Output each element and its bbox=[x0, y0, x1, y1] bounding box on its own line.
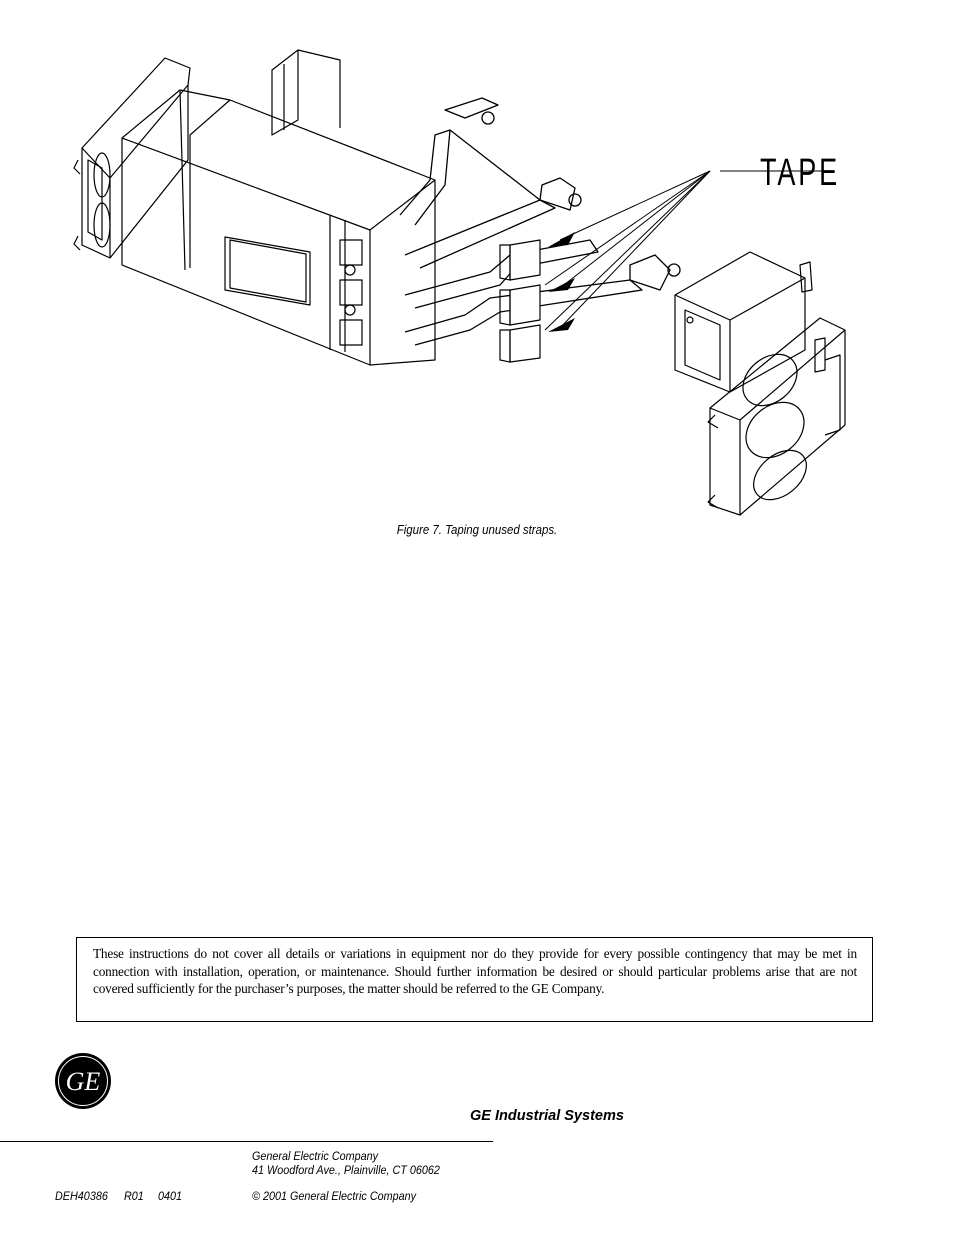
tape-callout-label: TAPE bbox=[760, 152, 840, 194]
document-date-code: 0401 bbox=[158, 1189, 183, 1203]
company-name: General Electric Company bbox=[252, 1149, 379, 1163]
left-mounting-bracket bbox=[74, 58, 190, 258]
ge-logo-icon bbox=[54, 1052, 112, 1110]
company-address: 41 Woodford Ave., Plainville, CT 06062 bbox=[252, 1163, 440, 1177]
brand-name: GE Industrial Systems bbox=[470, 1108, 624, 1124]
right-mounting-bracket bbox=[708, 318, 845, 515]
rear-channel bbox=[272, 50, 340, 135]
figure-caption: Figure 7. Taping unused straps. bbox=[396, 522, 558, 537]
disclaimer-box: These instructions do not cover all details or variations in equipment nor do they provide for every possible contingency that may be met in connection with installation, operation, or maintenance. Should further information be desired or should particular problems arise that are not covered sufficiently for the purchaser’s purposes, the matter should be referred to the GE Company. bbox=[76, 937, 873, 1022]
right-mounting-box bbox=[675, 252, 812, 392]
document-number: DEH40386 bbox=[55, 1189, 108, 1203]
document-revision: R01 bbox=[124, 1189, 144, 1203]
tape-callout-arrows bbox=[545, 171, 825, 330]
taping-straps-figure bbox=[70, 40, 860, 518]
copyright-notice: © 2001 General Electric Company bbox=[252, 1189, 417, 1203]
ge-logo-text: GE bbox=[65, 1067, 101, 1096]
footer-rule bbox=[0, 1141, 493, 1142]
